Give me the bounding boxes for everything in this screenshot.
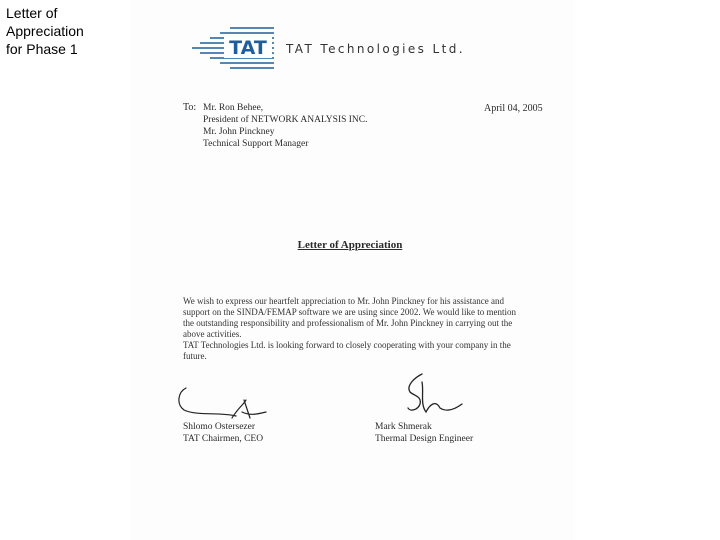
letter-body xyxy=(183,296,551,362)
signatory-title: TAT Chairmen, CEO xyxy=(183,434,264,444)
recipient-block xyxy=(203,102,368,150)
body-line: TAT Technologies Ltd. is looking forward to closely cooperating with your company in the xyxy=(183,340,511,350)
signature-shmerak xyxy=(400,370,464,420)
scanned-letter xyxy=(130,0,575,540)
body-line: future. xyxy=(183,351,207,361)
signatory-title: Thermal Design Engineer xyxy=(375,434,474,444)
tat-logo xyxy=(190,22,282,78)
caption-line: for Phase 1 xyxy=(6,41,78,57)
recipient-line: President of NETWORK ANALYSIS INC. xyxy=(203,115,368,125)
body-line: above activities. xyxy=(183,329,242,339)
caption-line: Appreciation xyxy=(6,23,84,39)
recipient-line: Mr. Ron Behee, xyxy=(203,103,264,113)
signatory-name: Shlomo Ostersezer xyxy=(183,422,256,432)
caption-line: Letter of xyxy=(6,5,58,21)
letter-date: April 04, 2005 xyxy=(484,103,543,114)
signatory-2 xyxy=(375,421,473,445)
signatory-name: Mark Shmerak xyxy=(375,422,432,432)
body-line: We wish to express our heartfelt appreciation to Mr. John Pinckney for his assistance and xyxy=(183,296,504,306)
signature-ostersezer xyxy=(174,382,269,422)
signatory-1 xyxy=(183,421,263,445)
letter-heading: Letter of Appreciation xyxy=(297,239,403,251)
recipient-line: Mr. John Pinckney xyxy=(203,127,275,137)
to-label: To: xyxy=(183,102,197,113)
body-line: the outstanding responsibility and professionalism of Mr. John Pinckney in carrying out the xyxy=(183,318,513,328)
slide-caption xyxy=(6,4,116,58)
body-line: support on the SINDA/FEMAP software we are using since 2002. We would like to mention xyxy=(183,307,516,317)
recipient-line: Technical Support Manager xyxy=(203,139,309,149)
company-name: TAT Technologies Ltd. xyxy=(286,42,465,56)
logo-text: TAT xyxy=(229,37,267,59)
